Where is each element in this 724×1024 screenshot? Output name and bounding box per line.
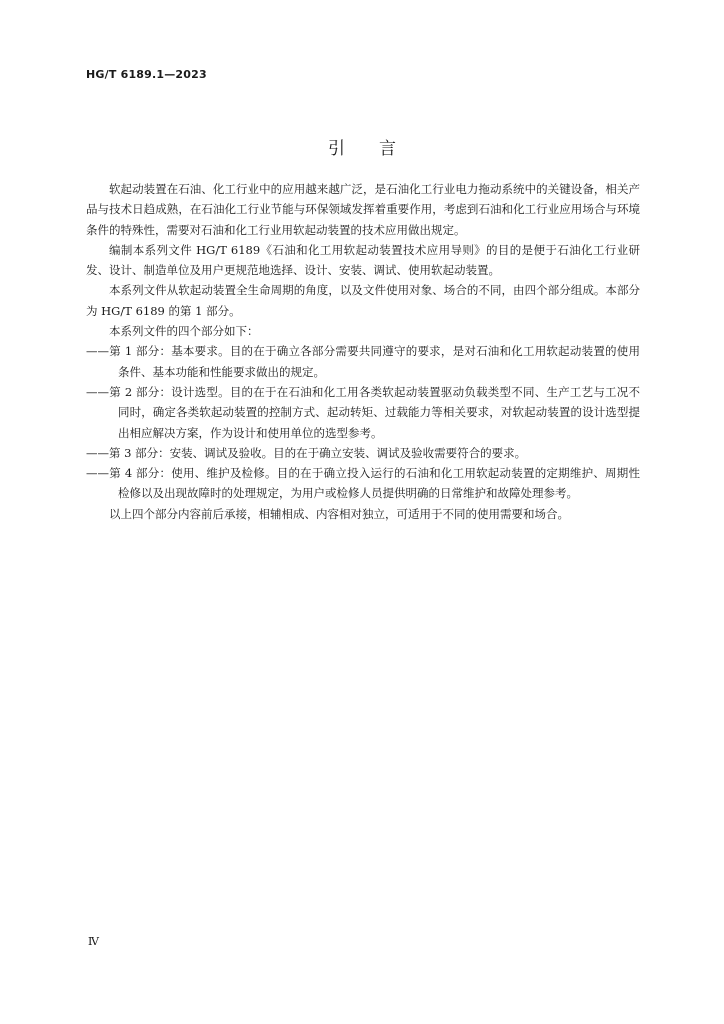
paragraph: 本系列文件的四个部分如下： [109,324,259,339]
list-item: ——第 3 部分：安装、调试及验收。目的在于确立安装、调试及验收需要符合的要求。 [86,445,527,460]
standard-code: HG/T 6189.1—2023 [86,68,207,81]
closing-paragraph: 以上四个部分内容前后承接，相辅相成、内容相对独立，可适用于不同的使用需要和场合。 [109,506,569,521]
paragraph: 本系列文件从软起动装置全生命周期的角度，以及文件使用对象、场合的不同，由四个部分组成。本部分为 HG/T 6189 的第 1 部分。 [86,283,640,318]
page-title: 引言 [328,139,430,159]
paragraph: 编制本系列文件 HG/T 6189《石油和化工用软起动装置技术应用导则》的目的是便于石油化工行业研发、设计、制造单位及用户更规范地选择、设计、安装、调试、使用软起动装置。 [86,242,640,278]
document-body [86,179,640,524]
list-item: ——第 4 部分：使用、维护及检修。目的在于确立投入运行的石油和化工用软起动装置的定期维护、周期性检修以及出现故障时的处理规定，为用户或检修人员提供明确的日常维护和故障处理参考。 [86,466,640,501]
paragraph: 软起动装置在石油、化工行业中的应用越来越广泛，是石油化工行业电力拖动系统中的关键设备，相关产品与技术日趋成熟，在石油化工行业节能与环保领域发挥着重要作用，考虑到石油和化工行业应用场合与环境条件的特殊性，需要对石油和化工行业用软起动装置的技术应用做出规定。 [86,182,640,237]
list-item: ——第 1 部分：基本要求。目的在于确立各部分需要共同遵守的要求，是对石油和化工用软起动装置的使用条件、基本功能和性能要求做出的规定。 [86,344,640,379]
list-item: ——第 2 部分：设计选型。目的在于在石油和化工用各类软起动装置驱动负载类型不同、生产工艺与工况不同时，确定各类软起动装置的控制方式、起动转矩、过载能力等相关要求，对软起动装置的设计选型提出相应解决方案，作为设计和使用单位的选型参考。 [86,384,640,440]
page-number: Ⅳ [88,935,99,948]
